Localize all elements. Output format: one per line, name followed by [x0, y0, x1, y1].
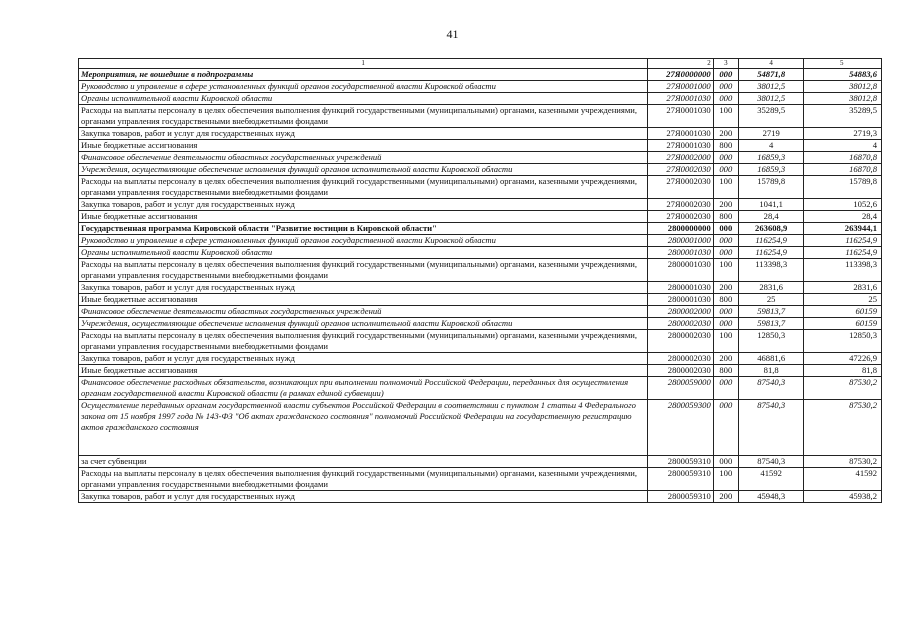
row-value-1: 59813,7	[738, 306, 803, 318]
row-code: 2800001000	[648, 235, 713, 247]
row-code: 27Я0002030	[648, 164, 713, 176]
row-expense-type: 800	[713, 294, 738, 306]
row-expense-type: 100	[713, 330, 738, 353]
row-value-2: 35289,5	[804, 105, 882, 128]
row-value-1: 41592	[738, 468, 803, 491]
row-value-2: 54883,6	[804, 69, 882, 81]
row-value-2: 263944,1	[804, 223, 882, 235]
row-description: Закупка товаров, работ и услуг для государственных нужд	[79, 282, 648, 294]
table-row	[79, 400, 882, 456]
table-row	[79, 140, 882, 152]
header-col-1: 1	[79, 59, 648, 69]
row-description: Закупка товаров, работ и услуг для государственных нужд	[79, 128, 648, 140]
row-value-2: 60159	[804, 306, 882, 318]
table-row	[79, 235, 882, 247]
table-row	[79, 377, 882, 400]
row-description: Иные бюджетные ассигнования	[79, 294, 648, 306]
row-expense-type: 100	[713, 259, 738, 282]
row-value-2: 87530,2	[804, 456, 882, 468]
row-value-2: 116254,9	[804, 247, 882, 259]
row-value-1: 12850,3	[738, 330, 803, 353]
row-value-2: 16870,8	[804, 152, 882, 164]
row-value-2: 60159	[804, 318, 882, 330]
row-value-2: 81,8	[804, 365, 882, 377]
row-description: Закупка товаров, работ и услуг для государственных нужд	[79, 353, 648, 365]
row-description: Осуществление переданных органам государственной власти субъектов Российской Федерации в соответствии с пунктом 1 статьи 4 Федерального закона от 15 ноября 1997 года № 143-ФЗ "Об актах гражданского состояния" полномочий Российской Федерации на государственную регистрацию актов гражданского состояния	[79, 400, 648, 456]
row-expense-type: 800	[713, 140, 738, 152]
row-value-1: 46881,6	[738, 353, 803, 365]
row-code: 2800001030	[648, 247, 713, 259]
row-value-1: 59813,7	[738, 318, 803, 330]
row-expense-type: 200	[713, 128, 738, 140]
header-col-5: 5	[804, 59, 882, 69]
row-description: Финансовое обеспечение деятельности областных государственных учреждений	[79, 152, 648, 164]
row-code: 2800002030	[648, 365, 713, 377]
table-row	[79, 93, 882, 105]
row-description: Иные бюджетные ассигнования	[79, 140, 648, 152]
row-value-1: 54871,8	[738, 69, 803, 81]
row-expense-type: 000	[713, 306, 738, 318]
row-value-2: 41592	[804, 468, 882, 491]
row-value-1: 2719	[738, 128, 803, 140]
row-code: 2800059300	[648, 400, 713, 456]
row-code: 27Я0001030	[648, 93, 713, 105]
row-description: Расходы на выплаты персоналу в целях обеспечения выполнения функций государственными (муниципальными) органами, казенными учреждениями, органами управления государственными внебюджетными фондами	[79, 259, 648, 282]
row-value-2: 4	[804, 140, 882, 152]
row-description: за счет субвенции	[79, 456, 648, 468]
row-value-1: 116254,9	[738, 247, 803, 259]
table-row	[79, 294, 882, 306]
row-code: 27Я0002030	[648, 199, 713, 211]
row-description: Финансовое обеспечение расходных обязательств, возникающих при выполнении полномочий Российской Федерации, переданных для осуществления органам государственной власти Кировской области (в рамках единой субвенции)	[79, 377, 648, 400]
row-code: 27Я0002030	[648, 176, 713, 199]
row-description: Мероприятия, не вошедшие в подпрограммы	[79, 69, 648, 81]
row-description: Расходы на выплаты персоналу в целях обеспечения выполнения функций государственными (муниципальными) органами, казенными учреждениями, органами управления государственными внебюджетными фондами	[79, 176, 648, 199]
row-value-1: 1041,1	[738, 199, 803, 211]
row-description: Иные бюджетные ассигнования	[79, 211, 648, 223]
row-expense-type: 100	[713, 176, 738, 199]
row-code: 2800002030	[648, 330, 713, 353]
row-value-2: 47226,9	[804, 353, 882, 365]
row-description: Расходы на выплаты персоналу в целях обеспечения выполнения функций государственными (муниципальными) органами, казенными учреждениями, органами управления государственными внебюджетными фондами	[79, 105, 648, 128]
row-value-1: 2831,6	[738, 282, 803, 294]
row-description: Руководство и управление в сфере установленных функций органов государственной власти Кировской области	[79, 81, 648, 93]
row-expense-type: 000	[713, 235, 738, 247]
row-code: 27Я0001030	[648, 128, 713, 140]
row-description: Учреждения, осуществляющие обеспечение исполнения функций органов исполнительной власти Кировской области	[79, 318, 648, 330]
row-value-1: 87540,3	[738, 456, 803, 468]
row-value-2: 87530,2	[804, 377, 882, 400]
row-expense-type: 800	[713, 211, 738, 223]
row-value-1: 81,8	[738, 365, 803, 377]
table-row	[79, 318, 882, 330]
row-expense-type: 200	[713, 282, 738, 294]
row-expense-type: 000	[713, 164, 738, 176]
row-value-2: 16870,8	[804, 164, 882, 176]
table-row	[79, 247, 882, 259]
row-value-2: 12850,3	[804, 330, 882, 353]
row-description: Органы исполнительной власти Кировской области	[79, 93, 648, 105]
table-row	[79, 330, 882, 353]
table-row	[79, 69, 882, 81]
row-expense-type: 000	[713, 456, 738, 468]
row-value-1: 116254,9	[738, 235, 803, 247]
row-value-1: 45948,3	[738, 491, 803, 503]
row-value-1: 113398,3	[738, 259, 803, 282]
row-code: 2800001030	[648, 259, 713, 282]
table-row	[79, 365, 882, 377]
row-value-2: 25	[804, 294, 882, 306]
row-expense-type: 000	[713, 93, 738, 105]
row-expense-type: 000	[713, 247, 738, 259]
row-value-1: 16859,3	[738, 164, 803, 176]
header-row	[79, 59, 882, 69]
row-expense-type: 000	[713, 223, 738, 235]
row-code: 2800059000	[648, 377, 713, 400]
row-value-2: 38012,8	[804, 81, 882, 93]
row-code: 27Я0001030	[648, 105, 713, 128]
row-value-2: 28,4	[804, 211, 882, 223]
row-expense-type: 000	[713, 152, 738, 164]
row-description: Расходы на выплаты персоналу в целях обеспечения выполнения функций государственными (муниципальными) органами, казенными учреждениями, органами управления государственными внебюджетными фондами	[79, 330, 648, 353]
table-row	[79, 468, 882, 491]
row-description: Закупка товаров, работ и услуг для государственных нужд	[79, 199, 648, 211]
table-row	[79, 456, 882, 468]
row-code: 2800002030	[648, 318, 713, 330]
row-value-1: 35289,5	[738, 105, 803, 128]
row-description: Закупка товаров, работ и услуг для государственных нужд	[79, 491, 648, 503]
row-value-2: 1052,6	[804, 199, 882, 211]
row-code: 2800059310	[648, 456, 713, 468]
row-description: Иные бюджетные ассигнования	[79, 365, 648, 377]
row-value-1: 38012,5	[738, 93, 803, 105]
row-code: 2800002030	[648, 353, 713, 365]
table-row	[79, 491, 882, 503]
row-value-1: 16859,3	[738, 152, 803, 164]
row-code: 2800002000	[648, 306, 713, 318]
row-description: Финансовое обеспечение деятельности областных государственных учреждений	[79, 306, 648, 318]
row-value-1: 263608,9	[738, 223, 803, 235]
table-row	[79, 199, 882, 211]
row-code: 27Я0002000	[648, 152, 713, 164]
row-expense-type: 100	[713, 105, 738, 128]
row-expense-type: 000	[713, 81, 738, 93]
table-row	[79, 259, 882, 282]
row-expense-type: 000	[713, 400, 738, 456]
row-code: 2800059310	[648, 468, 713, 491]
table-row	[79, 353, 882, 365]
budget-table	[78, 58, 882, 503]
row-value-1: 25	[738, 294, 803, 306]
row-code: 2800001030	[648, 294, 713, 306]
table-row	[79, 223, 882, 235]
page-number: 41	[446, 27, 459, 41]
row-value-1: 15789,8	[738, 176, 803, 199]
row-value-2: 38012,8	[804, 93, 882, 105]
row-value-2: 113398,3	[804, 259, 882, 282]
table-row	[79, 152, 882, 164]
table-row	[79, 306, 882, 318]
row-value-1: 38012,5	[738, 81, 803, 93]
row-description: Учреждения, осуществляющие обеспечение исполнения функций органов исполнительной власти Кировской области	[79, 164, 648, 176]
row-expense-type: 000	[713, 377, 738, 400]
row-value-2: 15789,8	[804, 176, 882, 199]
table-row	[79, 176, 882, 199]
row-expense-type: 200	[713, 199, 738, 211]
row-description: Органы исполнительной власти Кировской области	[79, 247, 648, 259]
table-row	[79, 105, 882, 128]
row-value-2: 116254,9	[804, 235, 882, 247]
row-expense-type: 200	[713, 491, 738, 503]
table-row	[79, 211, 882, 223]
table-row	[79, 282, 882, 294]
row-value-1: 87540,3	[738, 400, 803, 456]
table-row	[79, 81, 882, 93]
row-description: Руководство и управление в сфере установленных функций органов государственной власти Кировской области	[79, 235, 648, 247]
row-value-1: 4	[738, 140, 803, 152]
row-value-1: 28,4	[738, 211, 803, 223]
row-value-2: 2831,6	[804, 282, 882, 294]
row-expense-type: 000	[713, 69, 738, 81]
row-value-2: 2719,3	[804, 128, 882, 140]
row-expense-type: 800	[713, 365, 738, 377]
row-code: 27Я0001030	[648, 140, 713, 152]
row-code: 27Я0001000	[648, 81, 713, 93]
row-value-1: 87540,3	[738, 377, 803, 400]
row-value-2: 87530,2	[804, 400, 882, 456]
row-code: 27Я0002030	[648, 211, 713, 223]
row-expense-type: 000	[713, 318, 738, 330]
table-row	[79, 128, 882, 140]
row-code: 27Я0000000	[648, 69, 713, 81]
header-col-3: 3	[713, 59, 738, 69]
header-col-4: 4	[738, 59, 803, 69]
row-code: 2800059310	[648, 491, 713, 503]
row-expense-type: 200	[713, 353, 738, 365]
row-code: 2800001030	[648, 282, 713, 294]
row-value-2: 45938,2	[804, 491, 882, 503]
header-col-2: 2	[648, 59, 713, 69]
row-description: Государственная программа Кировской области "Развитие юстиции в Кировской области"	[79, 223, 648, 235]
table-row	[79, 164, 882, 176]
row-code: 2800000000	[648, 223, 713, 235]
row-description: Расходы на выплаты персоналу в целях обеспечения выполнения функций государственными (муниципальными) органами, казенными учреждениями, органами управления государственными внебюджетными фондами	[79, 468, 648, 491]
row-expense-type: 100	[713, 468, 738, 491]
